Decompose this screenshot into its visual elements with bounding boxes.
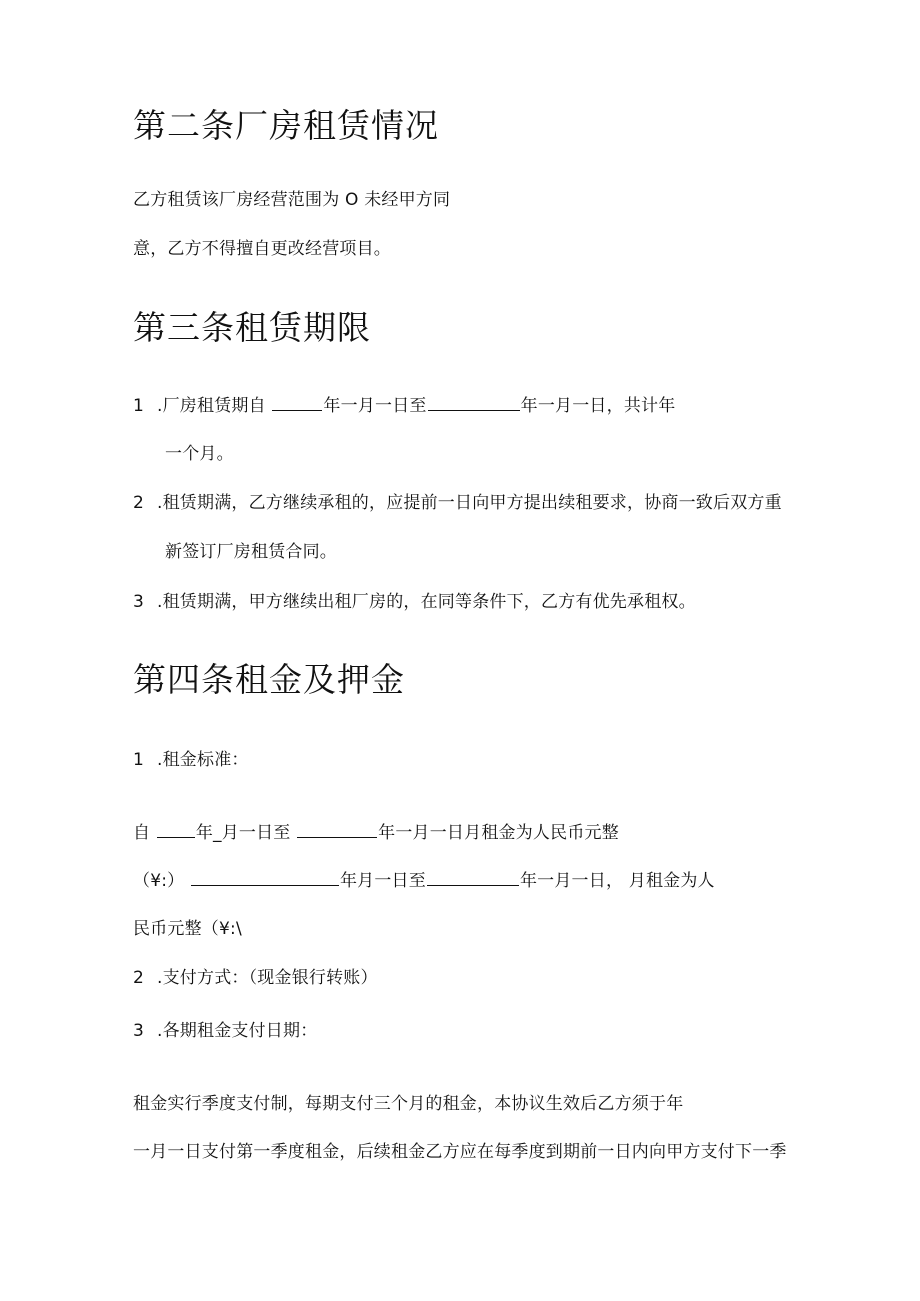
payment-paragraph-line-2: 一月一日支付第一季度租金，后续租金乙方应在每季度到期前一日内向甲方支付下一季 (133, 1142, 787, 1162)
item-text: .租赁期满，甲方继续出租厂房的，在同等条件下，乙方有优先承租权。 (157, 592, 696, 612)
section-4-item-3 (133, 1019, 317, 1043)
item-text: .支付方式：（现金银行转账） (157, 968, 378, 988)
item-text: .租金标准： (157, 750, 249, 770)
rent-text-end: 年一月一日月租金为人民币元整 (378, 823, 619, 843)
payment-paragraph-line-1: 租金实行季度支付制，每期支付三个月的租金，本协议生效后乙方须于年 (133, 1094, 684, 1114)
section-3-item-1 (133, 394, 675, 418)
item-number: 2 (133, 493, 145, 513)
blank-line (428, 394, 520, 411)
section-2-paragraph-line-1: 乙方租赁该厂房经营范围为 O 未经甲方同 (133, 190, 451, 210)
item-number: 1 (133, 396, 145, 416)
blank-line (157, 821, 195, 838)
rent-text-end: 年一月一日， 月租金为人 (519, 871, 715, 891)
rent-line-2 (133, 869, 715, 893)
section-3-item-2-continuation: 新签订厂房租赁合同。 (165, 542, 337, 562)
rent-text-mid: 年月一日至 (339, 871, 426, 891)
section-4-item-2 (133, 966, 378, 990)
item-text-start: .厂房租赁期自 (157, 396, 266, 416)
section-3-heading: 第三条租赁期限 (133, 308, 371, 347)
item-text-end: 年一月一日，共计年 (520, 396, 676, 416)
section-4-heading: 第四条租金及押金 (133, 660, 405, 699)
rent-text-mid: 年_月一日至 (195, 823, 291, 843)
item-number: 3 (133, 592, 145, 612)
item-number: 3 (133, 1021, 145, 1041)
section-2-paragraph-line-2: 意，乙方不得擅自更改经营项目。 (133, 239, 391, 259)
item-text: .各期租金支付日期： (157, 1021, 318, 1041)
section-3-item-2 (133, 491, 782, 515)
section-3-item-1-continuation: 一个月。 (165, 444, 234, 464)
item-text: .租赁期满，乙方继续承租的，应提前一日向甲方提出续租要求，协商一致后双方重 (157, 493, 782, 513)
rent-line-1 (133, 821, 619, 845)
section-2-heading: 第二条厂房租赁情况 (133, 106, 439, 145)
rent-text-start: 自 (133, 823, 151, 843)
section-4-item-1 (133, 748, 249, 772)
blank-line (191, 869, 339, 886)
item-number: 2 (133, 968, 145, 988)
rent-text-start: （¥:） (133, 871, 185, 891)
blank-line (272, 394, 322, 411)
blank-line (297, 821, 377, 838)
rent-line-3: 民币元整（¥:\ (133, 919, 242, 939)
blank-line (427, 869, 519, 886)
item-number: 1 (133, 750, 145, 770)
section-3-item-3 (133, 590, 696, 614)
item-text-mid: 年一月一日至 (323, 396, 427, 416)
